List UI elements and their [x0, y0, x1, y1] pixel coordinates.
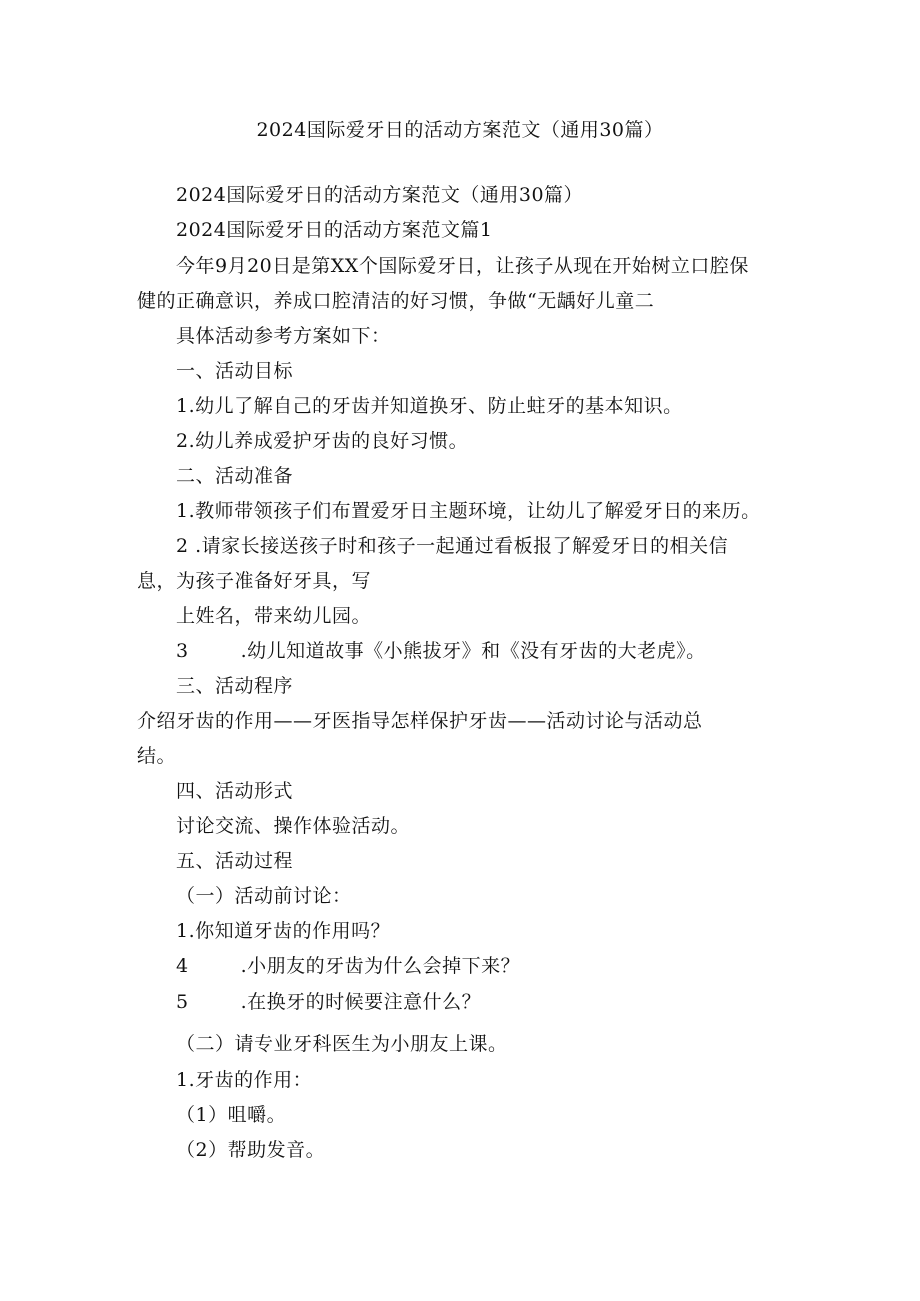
list-number: 4 [176, 955, 189, 977]
paragraph-line: 介绍牙齿的作用——牙医指导怎样保护牙齿——活动讨论与活动总 [137, 710, 703, 732]
list-text: .幼儿知道故事《小熊拔牙》和《没有牙齿的大老虎》。 [240, 640, 706, 662]
heading-goal: 一、活动目标 [176, 360, 294, 382]
paragraph-line: 具体活动参考方案如下： [176, 325, 391, 347]
paragraph-line: 讨论交流、操作体验活动。 [176, 815, 411, 837]
list-number: 3 [176, 640, 189, 662]
list-item: （1）咀嚼。 [176, 1104, 287, 1126]
list-item: （2）帮助发音。 [176, 1139, 326, 1161]
paragraph-line: 结。 [137, 745, 177, 767]
heading-prepare: 二、活动准备 [176, 465, 294, 487]
list-item: 2 .请家长接送孩子时和孩子一起通过看板报了解爱牙日的相关信 [176, 535, 729, 557]
paragraph-line: 上姓名，带来幼儿园。 [176, 605, 372, 627]
list-item: 2.幼儿养成爱护牙齿的良好习惯。 [176, 430, 469, 452]
paragraph-line: 息，为孩子准备好牙具，写 [137, 570, 372, 592]
list-item: 1.你知道牙齿的作用吗？ [176, 920, 391, 942]
list-item: 1.幼儿了解自己的牙齿并知道换牙、防止蛀牙的基本知识。 [176, 395, 683, 417]
paragraph-line: 今年9月20日是第XX个国际爱牙日，让孩子从现在开始树立口腔保 [176, 255, 749, 277]
list-item [176, 639, 706, 663]
list-item [176, 990, 481, 1014]
subheading: （二）请专业牙科医生为小朋友上课。 [176, 1033, 508, 1055]
paragraph-line: 健的正确意识，养成口腔清洁的好习惯，争做“无龋好儿童二 [137, 290, 655, 312]
list-item: 1.牙齿的作用： [176, 1069, 313, 1091]
list-text: .在换牙的时候要注意什么？ [240, 991, 482, 1013]
list-number: 5 [176, 991, 189, 1013]
list-item: 1.教师带领孩子们布置爱牙日主题环境，让幼儿了解爱牙日的来历。 [176, 500, 761, 522]
subheading: （一）活动前讨论： [176, 885, 352, 907]
page-title: 2024国际爱牙日的活动方案范文（通用30篇） [256, 119, 664, 141]
heading-process: 五、活动过程 [176, 850, 294, 872]
list-text: .小朋友的牙齿为什么会掉下来？ [240, 955, 521, 977]
subtitle-line: 2024国际爱牙日的活动方案范文（通用30篇） [176, 184, 584, 206]
heading-form: 四、活动形式 [176, 780, 294, 802]
section-heading: 2024国际爱牙日的活动方案范文篇1 [176, 219, 493, 241]
heading-procedure: 三、活动程序 [176, 675, 294, 697]
list-item [176, 954, 520, 978]
